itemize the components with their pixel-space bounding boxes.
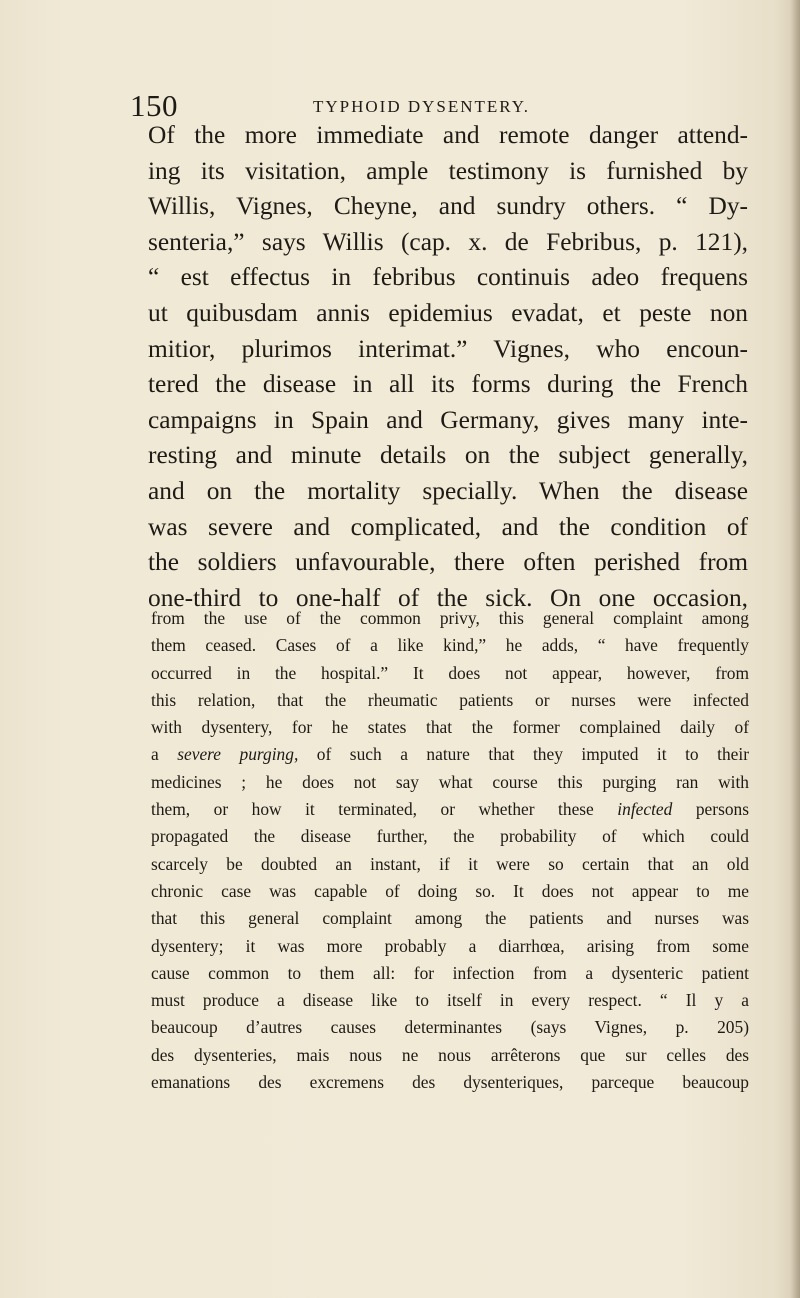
text-line: ing its visitation, ample testimony is furnished by <box>148 156 748 185</box>
italic-emphasis: infected <box>617 799 673 820</box>
quote-line: propagated the disease further, the probability of which could <box>151 826 749 847</box>
main-paragraph <box>148 118 748 616</box>
quote-line: with dysentery, for he states that the former complained daily of <box>151 717 749 738</box>
running-title: TYPHOID DYSENTERY. <box>313 97 531 116</box>
text-line: “ est effectus in febribus continuis adeo frequens <box>148 263 748 292</box>
quote-fragment: a <box>151 744 178 765</box>
quote-line: beaucoup d’autres causes determinantes (says Vignes, p. 205) <box>151 1017 749 1038</box>
quote-line: this relation, that the rheumatic patients or nurses were infected <box>151 689 749 710</box>
text-line: Willis, Vignes, Cheyne, and sundry others. “ Dy- <box>148 192 748 221</box>
text-line: ut quibusdam annis epidemius evadat, et peste non <box>148 298 748 327</box>
text-line: senteria,” says Willis (cap. x. de Febribus, p. 121), <box>148 227 748 256</box>
quote-line: that this general complaint among the patients and nurses was <box>151 908 749 929</box>
text-line: and on the mortality specially. When the disease <box>148 476 748 505</box>
quote-line: from the use of the common privy, this general complaint among <box>151 608 749 628</box>
quote-fragment: persons <box>672 799 749 820</box>
text-line: resting and minute details on the subject generally, <box>148 441 748 470</box>
text-line: was severe and complicated, and the condition of <box>148 512 748 541</box>
quote-fragment: of such a nature that they imputed it to their <box>298 744 749 765</box>
quote-line: des dysenteries, mais nous ne nous arrêterons que sur celles des <box>151 1044 749 1065</box>
page-number: 150 <box>130 88 178 123</box>
quote-line: chronic case was capable of doing so. It does not appear to me <box>151 880 749 901</box>
quote-line: occurred in the hospital.” It does not appear, however, from <box>151 662 749 683</box>
quote-line: medicines ; he does not say what course this purging ran with <box>151 771 749 792</box>
quote-line: dysentery; it was more probably a diarrhœa, arising from some <box>151 935 749 956</box>
quote-line: must produce a disease like to itself in every respect. “ Il y a <box>151 990 749 1011</box>
text-line: the soldiers unfavourable, there often perished from <box>148 548 748 577</box>
text-line: mitior, plurimos interimat.” Vignes, who encoun- <box>148 334 748 363</box>
quote-line: scarcely be doubted an instant, if it were so certain that an old <box>151 853 749 874</box>
quoted-passage <box>151 605 749 1096</box>
text-line: campaigns in Spain and Germany, gives many inte- <box>148 405 748 434</box>
quote-line <box>151 741 749 768</box>
quote-line: emanations des excremens des dysenteriques, parceque beaucoup <box>151 1072 749 1093</box>
text-line: one-third to one-half of the sick. On one occasion, <box>148 583 748 612</box>
page-edge-shadow <box>790 0 800 1298</box>
quote-fragment: them, or how it terminated, or whether these <box>151 799 618 820</box>
text-line: tered the disease in all its forms during the French <box>148 370 748 399</box>
text-line: Of the more immediate and remote danger attend- <box>148 121 748 149</box>
quote-line: cause common to them all: for infection from a dysenteric patient <box>151 962 749 983</box>
quote-line <box>151 796 749 823</box>
italic-emphasis: severe purging, <box>177 744 299 765</box>
quote-line: them ceased. Cases of a like kind,” he adds, “ have frequently <box>151 635 749 656</box>
